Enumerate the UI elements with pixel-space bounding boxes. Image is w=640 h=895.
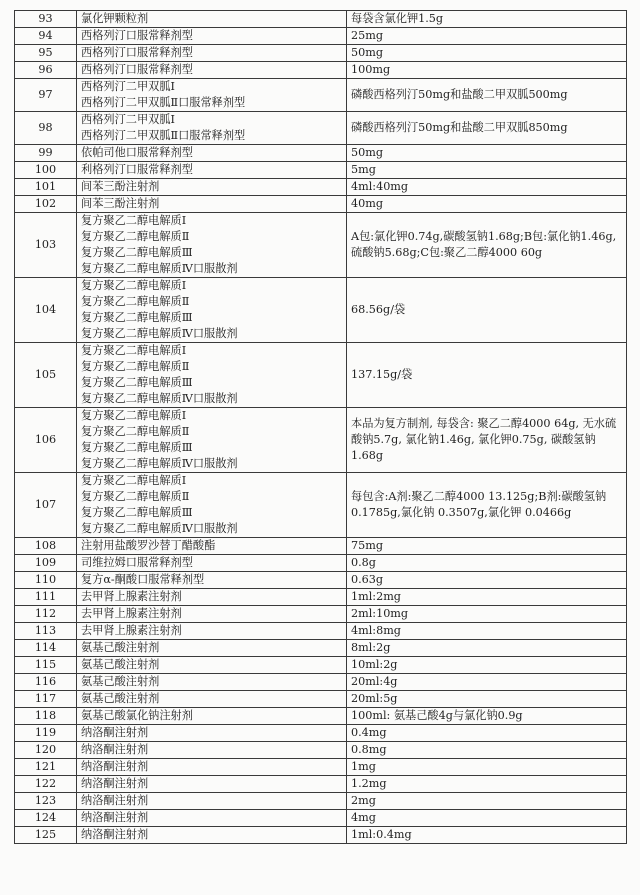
- table-body: [15, 11, 627, 844]
- drug-name-cell: [77, 112, 347, 145]
- drug-name-cell: [77, 810, 347, 827]
- spec-cell: [347, 45, 627, 62]
- table-row: [15, 62, 627, 79]
- table-row: [15, 742, 627, 759]
- drug-name-line: 注射用盐酸罗沙替丁醋酸酯: [81, 539, 216, 552]
- table-row: [15, 776, 627, 793]
- table-row: [15, 623, 627, 640]
- drug-name-line: 去甲肾上腺素注射剂: [81, 607, 182, 620]
- drug-name-cell: [77, 45, 347, 62]
- drug-name-line: 去甲肾上腺素注射剂: [81, 624, 182, 637]
- drug-name-cell: [77, 827, 347, 844]
- drug-name-line: 复方聚乙二醇电解质Ⅲ: [81, 376, 193, 389]
- spec-text: 4ml:40mg: [351, 180, 409, 193]
- table-row: [15, 572, 627, 589]
- table-row: [15, 759, 627, 776]
- spec-text: 4ml:8mg: [351, 624, 401, 637]
- drug-name-cell: [77, 162, 347, 179]
- table-row: [15, 473, 627, 538]
- drug-name-line: 复方聚乙二醇电解质Ⅲ: [81, 311, 193, 324]
- spec-text: 20ml:4g: [351, 675, 398, 688]
- spec-cell: [347, 278, 627, 343]
- drug-name-cell: [77, 79, 347, 112]
- drug-name-line: 纳洛酮注射剂: [81, 760, 149, 773]
- row-number: 101: [15, 179, 77, 196]
- drug-name-line: 纳洛酮注射剂: [81, 743, 149, 756]
- table-row: [15, 162, 627, 179]
- spec-cell: [347, 162, 627, 179]
- spec-text: 每包含:A剂:聚乙二醇4000 13.125g;B剂:碳酸氢钠 0.1785g,氯化钠 0.3507g,氯化钾 0.0466g: [351, 490, 607, 519]
- row-number: 120: [15, 742, 77, 759]
- spec-text: 10ml:2g: [351, 658, 398, 671]
- table-row: [15, 28, 627, 45]
- drug-name-line: 去甲肾上腺素注射剂: [81, 590, 182, 603]
- drug-name-cell: [77, 674, 347, 691]
- table-row: [15, 827, 627, 844]
- spec-cell: [347, 589, 627, 606]
- drug-name-line: 西格列汀二甲双胍Ⅱ口服常释剂型: [81, 129, 246, 142]
- row-number: 116: [15, 674, 77, 691]
- row-number: 121: [15, 759, 77, 776]
- drug-name-line: 复方α-酮酸口服常释剂型: [81, 573, 205, 586]
- spec-cell: [347, 793, 627, 810]
- table-row: [15, 708, 627, 725]
- drug-spec-table: [14, 10, 627, 844]
- drug-name-cell: [77, 196, 347, 213]
- spec-cell: [347, 343, 627, 408]
- drug-name-line: 西格列汀口服常释剂型: [81, 63, 193, 76]
- row-number: 108: [15, 538, 77, 555]
- spec-text: 5mg: [351, 163, 376, 176]
- spec-cell: [347, 606, 627, 623]
- drug-name-line: 间苯三酚注射剂: [81, 197, 160, 210]
- table-row: [15, 112, 627, 145]
- spec-cell: [347, 11, 627, 28]
- row-number: 94: [15, 28, 77, 45]
- table-row: [15, 691, 627, 708]
- table-row: [15, 145, 627, 162]
- drug-name-line: 复方聚乙二醇电解质Ⅲ: [81, 441, 193, 454]
- spec-text: 100mg: [351, 63, 391, 76]
- drug-name-line: 复方聚乙二醇电解质Ⅲ: [81, 246, 193, 259]
- spec-cell: [347, 62, 627, 79]
- drug-name-line: 复方聚乙二醇电解质Ⅰ: [81, 344, 187, 357]
- spec-text: 50mg: [351, 146, 384, 159]
- spec-text: 4mg: [351, 811, 376, 824]
- row-number: 102: [15, 196, 77, 213]
- row-number: 125: [15, 827, 77, 844]
- drug-name-line: 西格列汀二甲双胍Ⅰ: [81, 80, 175, 93]
- drug-name-line: 复方聚乙二醇电解质Ⅳ口服散剂: [81, 522, 238, 535]
- spec-cell: [347, 196, 627, 213]
- spec-text: A包:氯化钾0.74g,碳酸氢钠1.68g;B包:氯化钠1.46g,硫酸钠5.68g;C包:聚乙二醇4000 60g: [351, 230, 617, 259]
- row-number: 103: [15, 213, 77, 278]
- table-row: [15, 640, 627, 657]
- spec-cell: [347, 555, 627, 572]
- spec-text: 1.2mg: [351, 777, 387, 790]
- drug-name-line: 西格列汀二甲双胍Ⅱ口服常释剂型: [81, 96, 246, 109]
- spec-cell: [347, 213, 627, 278]
- spec-text: 0.8mg: [351, 743, 387, 756]
- spec-cell: [347, 572, 627, 589]
- row-number: 98: [15, 112, 77, 145]
- drug-name-line: 复方聚乙二醇电解质Ⅱ: [81, 295, 190, 308]
- table-row: [15, 45, 627, 62]
- spec-text: 1ml:2mg: [351, 590, 401, 603]
- row-number: 110: [15, 572, 77, 589]
- drug-name-cell: [77, 589, 347, 606]
- spec-cell: [347, 28, 627, 45]
- spec-text: 2ml:10mg: [351, 607, 409, 620]
- spec-cell: [347, 623, 627, 640]
- drug-name-cell: [77, 725, 347, 742]
- drug-name-line: 利格列汀口服常释剂型: [81, 163, 193, 176]
- drug-name-line: 间苯三酚注射剂: [81, 180, 160, 193]
- spec-text: 50mg: [351, 46, 384, 59]
- drug-name-line: 西格列汀二甲双胍Ⅰ: [81, 113, 175, 126]
- spec-cell: [347, 759, 627, 776]
- drug-name-cell: [77, 691, 347, 708]
- row-number: 104: [15, 278, 77, 343]
- row-number: 100: [15, 162, 77, 179]
- row-number: 111: [15, 589, 77, 606]
- spec-text: 本品为复方制剂, 每袋含: 聚乙二醇4000 64g, 无水硫酸钠5.7g, 氯化钠1.46g, 氯化钾0.75g, 碳酸氢钠1.68g: [351, 417, 617, 462]
- row-number: 109: [15, 555, 77, 572]
- spec-cell: [347, 776, 627, 793]
- table-row: [15, 538, 627, 555]
- drug-name-line: 复方聚乙二醇电解质Ⅳ口服散剂: [81, 392, 238, 405]
- row-number: 106: [15, 408, 77, 473]
- row-number: 124: [15, 810, 77, 827]
- row-number: 122: [15, 776, 77, 793]
- spec-cell: [347, 640, 627, 657]
- spec-text: 25mg: [351, 29, 384, 42]
- drug-name-line: 氨基己酸注射剂: [81, 675, 160, 688]
- spec-cell: [347, 112, 627, 145]
- drug-name-cell: [77, 776, 347, 793]
- spec-text: 75mg: [351, 539, 384, 552]
- spec-text: 1mg: [351, 760, 376, 773]
- drug-name-cell: [77, 538, 347, 555]
- spec-text: 8ml:2g: [351, 641, 391, 654]
- spec-text: 68.56g/袋: [351, 303, 406, 316]
- drug-name-line: 复方聚乙二醇电解质Ⅰ: [81, 279, 187, 292]
- spec-text: 磷酸西格列汀50mg和盐酸二甲双胍500mg: [351, 88, 568, 101]
- drug-name-cell: [77, 213, 347, 278]
- drug-name-line: 西格列汀口服常释剂型: [81, 29, 193, 42]
- drug-name-cell: [77, 640, 347, 657]
- drug-name-line: 西格列汀口服常释剂型: [81, 46, 193, 59]
- drug-name-line: 氨基己酸氯化钠注射剂: [81, 709, 193, 722]
- table-row: [15, 408, 627, 473]
- table-row: [15, 589, 627, 606]
- row-number: 93: [15, 11, 77, 28]
- row-number: 113: [15, 623, 77, 640]
- spec-text: 100ml: 氨基己酸4g与氯化钠0.9g: [351, 709, 523, 722]
- drug-name-cell: [77, 793, 347, 810]
- drug-name-cell: [77, 278, 347, 343]
- drug-name-cell: [77, 473, 347, 538]
- drug-name-cell: [77, 759, 347, 776]
- spec-cell: [347, 79, 627, 112]
- drug-name-cell: [77, 62, 347, 79]
- table-row: [15, 725, 627, 742]
- row-number: 95: [15, 45, 77, 62]
- row-number: 97: [15, 79, 77, 112]
- drug-name-cell: [77, 623, 347, 640]
- spec-cell: [347, 691, 627, 708]
- row-number: 114: [15, 640, 77, 657]
- spec-text: 20ml:5g: [351, 692, 398, 705]
- table-row: [15, 79, 627, 112]
- drug-name-line: 复方聚乙二醇电解质Ⅰ: [81, 474, 187, 487]
- drug-name-cell: [77, 572, 347, 589]
- spec-text: 2mg: [351, 794, 376, 807]
- row-number: 123: [15, 793, 77, 810]
- drug-name-line: 司维拉姆口服常释剂型: [81, 556, 193, 569]
- table-row: [15, 179, 627, 196]
- table-row: [15, 196, 627, 213]
- row-number: 99: [15, 145, 77, 162]
- drug-name-line: 复方聚乙二醇电解质Ⅱ: [81, 360, 190, 373]
- spec-cell: [347, 179, 627, 196]
- row-number: 105: [15, 343, 77, 408]
- drug-name-cell: [77, 708, 347, 725]
- drug-name-cell: [77, 11, 347, 28]
- spec-cell: [347, 473, 627, 538]
- drug-name-line: 复方聚乙二醇电解质Ⅰ: [81, 409, 187, 422]
- drug-name-line: 复方聚乙二醇电解质Ⅳ口服散剂: [81, 327, 238, 340]
- spec-cell: [347, 408, 627, 473]
- row-number: 96: [15, 62, 77, 79]
- spec-cell: [347, 742, 627, 759]
- drug-name-cell: [77, 28, 347, 45]
- spec-text: 40mg: [351, 197, 384, 210]
- drug-name-line: 依帕司他口服常释剂型: [81, 146, 193, 159]
- table-row: [15, 793, 627, 810]
- drug-name-line: 复方聚乙二醇电解质Ⅱ: [81, 230, 190, 243]
- drug-name-line: 复方聚乙二醇电解质Ⅳ口服散剂: [81, 457, 238, 470]
- drug-name-cell: [77, 145, 347, 162]
- spec-cell: [347, 657, 627, 674]
- drug-name-line: 纳洛酮注射剂: [81, 794, 149, 807]
- row-number: 112: [15, 606, 77, 623]
- row-number: 119: [15, 725, 77, 742]
- spec-text: 137.15g/袋: [351, 368, 413, 381]
- table-row: [15, 810, 627, 827]
- table-row: [15, 213, 627, 278]
- drug-name-line: 复方聚乙二醇电解质Ⅳ口服散剂: [81, 262, 238, 275]
- spec-cell: [347, 538, 627, 555]
- table-row: [15, 657, 627, 674]
- drug-name-cell: [77, 555, 347, 572]
- row-number: 115: [15, 657, 77, 674]
- table-row: [15, 278, 627, 343]
- table-row: [15, 674, 627, 691]
- drug-name-line: 复方聚乙二醇电解质Ⅰ: [81, 214, 187, 227]
- spec-cell: [347, 674, 627, 691]
- spec-text: 0.4mg: [351, 726, 387, 739]
- drug-name-cell: [77, 343, 347, 408]
- drug-name-line: 纳洛酮注射剂: [81, 811, 149, 824]
- row-number: 107: [15, 473, 77, 538]
- drug-name-line: 纳洛酮注射剂: [81, 726, 149, 739]
- spec-text: 1ml:0.4mg: [351, 828, 412, 841]
- drug-name-line: 氯化钾颗粒剂: [81, 12, 149, 25]
- spec-cell: [347, 725, 627, 742]
- drug-name-line: 纳洛酮注射剂: [81, 828, 149, 841]
- spec-cell: [347, 708, 627, 725]
- table-row: [15, 555, 627, 572]
- row-number: 117: [15, 691, 77, 708]
- drug-name-line: 氨基己酸注射剂: [81, 641, 160, 654]
- drug-name-line: 氨基己酸注射剂: [81, 658, 160, 671]
- table-row: [15, 11, 627, 28]
- table-row: [15, 606, 627, 623]
- drug-name-line: 氨基己酸注射剂: [81, 692, 160, 705]
- spec-text: 磷酸西格列汀50mg和盐酸二甲双胍850mg: [351, 121, 568, 134]
- spec-text: 0.63g: [351, 573, 384, 586]
- table-row: [15, 343, 627, 408]
- spec-text: 0.8g: [351, 556, 376, 569]
- drug-name-cell: [77, 742, 347, 759]
- drug-name-cell: [77, 408, 347, 473]
- drug-name-cell: [77, 657, 347, 674]
- drug-name-line: 复方聚乙二醇电解质Ⅱ: [81, 425, 190, 438]
- row-number: 118: [15, 708, 77, 725]
- spec-cell: [347, 827, 627, 844]
- drug-name-cell: [77, 179, 347, 196]
- drug-name-line: 纳洛酮注射剂: [81, 777, 149, 790]
- drug-name-line: 复方聚乙二醇电解质Ⅲ: [81, 506, 193, 519]
- spec-cell: [347, 145, 627, 162]
- spec-text: 每袋含氯化钾1.5g: [351, 12, 444, 25]
- drug-name-line: 复方聚乙二醇电解质Ⅱ: [81, 490, 190, 503]
- drug-name-cell: [77, 606, 347, 623]
- spec-cell: [347, 810, 627, 827]
